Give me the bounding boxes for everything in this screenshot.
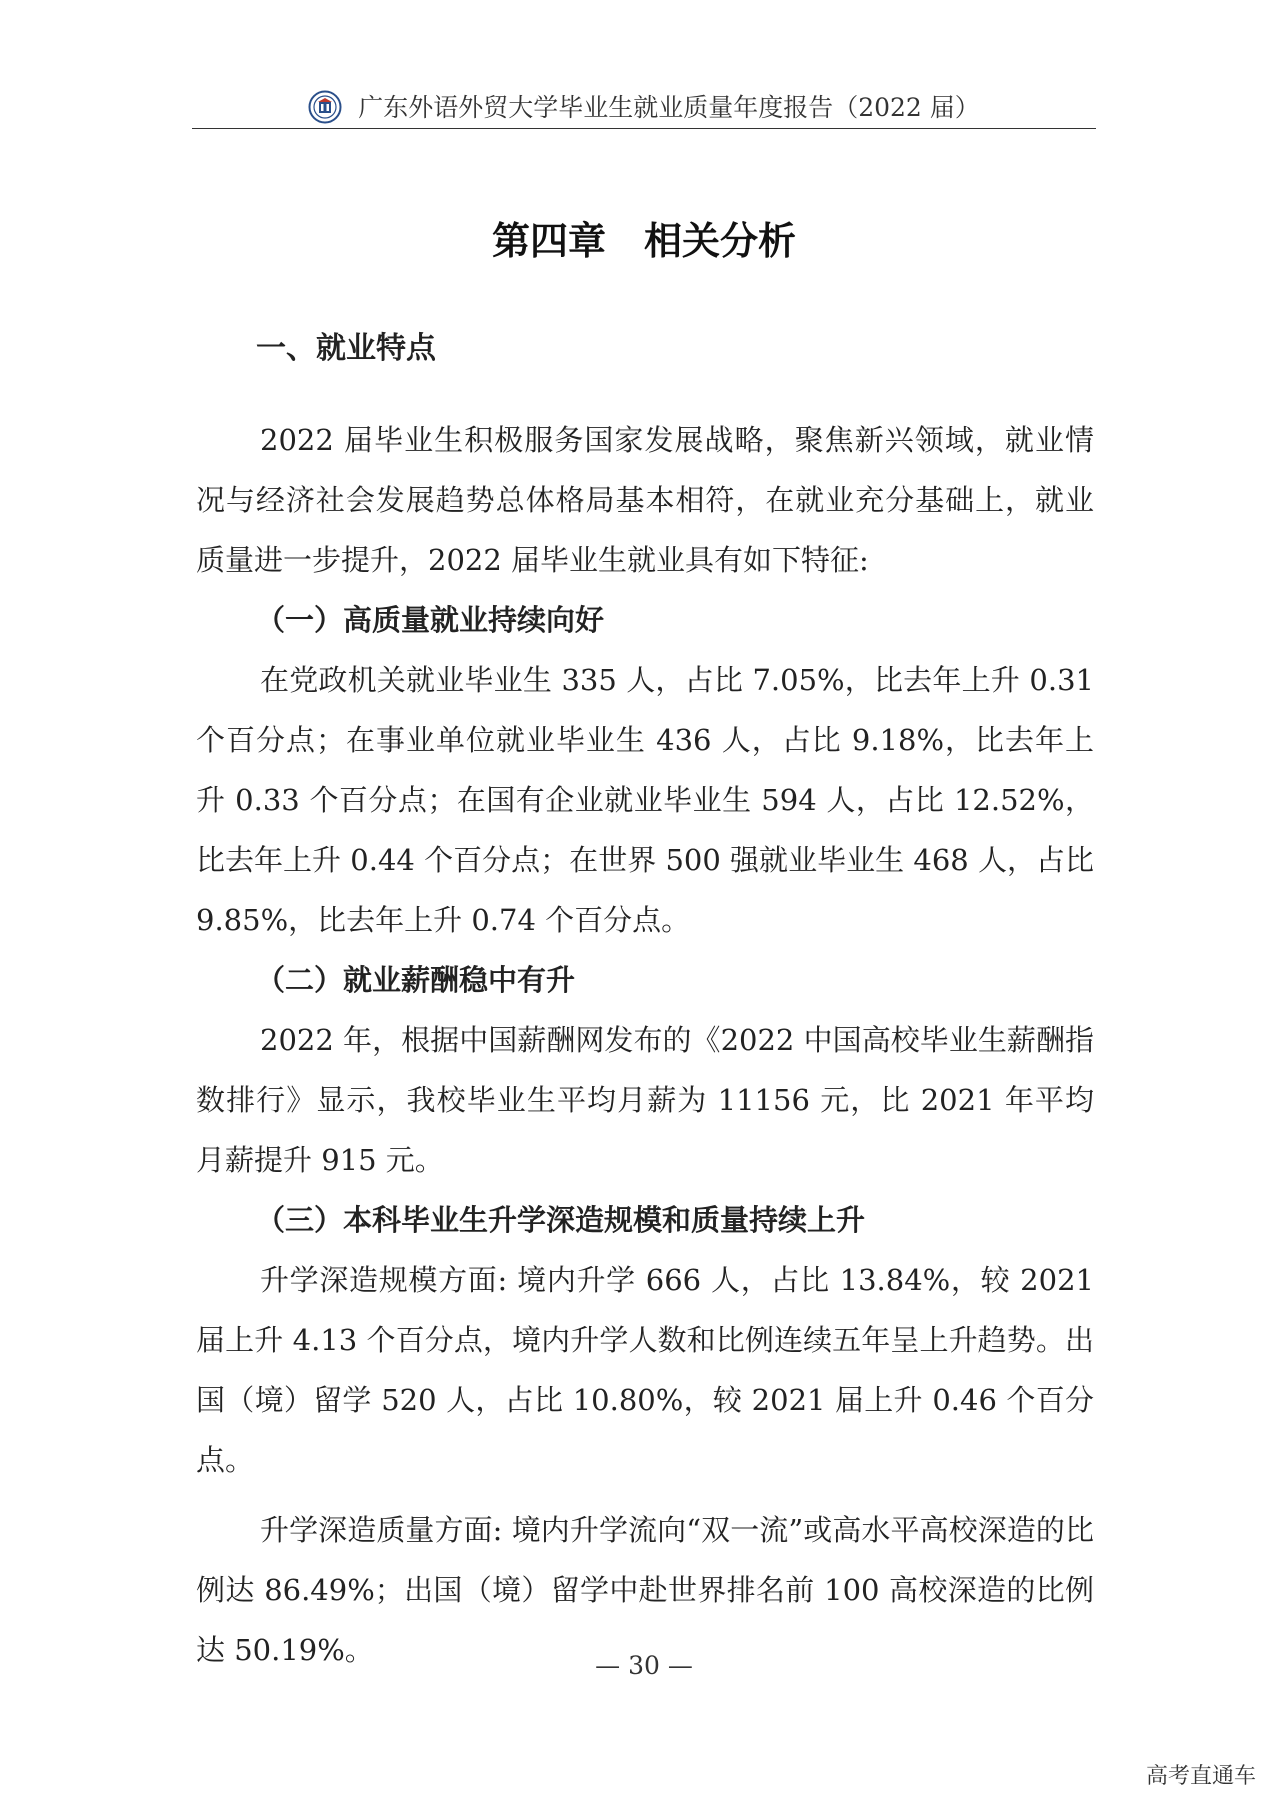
subsection-heading-2: （二）就业薪酬稳中有升 xyxy=(256,963,576,997)
subsection-heading-3: （三）本科毕业生升学深造规模和质量持续上升 xyxy=(256,1203,866,1237)
header-divider xyxy=(192,128,1096,129)
section-heading: 一、就业特点 xyxy=(256,331,436,366)
subsection-3-paragraph-scale: 升学深造规模方面: 境内升学 666 人，占比 13.84%，较 2021 届上升 4.13 个百分点，境内升学人数和比例连续五年呈上升趋势。出国（境）留学 520 人，占比 10.80%，较 2021 届上升 0.46 个百分点。 xyxy=(196,1263,1094,1477)
main-content xyxy=(196,324,1094,1680)
intro-paragraph: 2022 届毕业生积极服务国家发展战略，聚焦新兴领域，就业情况与经济社会发展趋势总体格局基本相符，在就业充分基础上，就业质量进一步提升，2022 届毕业生就业具有如下特征: xyxy=(196,423,1094,577)
subsection-3-paragraph-quality: 升学深造质量方面: 境内升学流向“双一流”或高水平高校深造的比例达 86.49%；出国（境）留学中赴世界排名前 100 高校深造的比例达 50.19%。 xyxy=(196,1513,1094,1667)
page-header xyxy=(192,88,1096,128)
subsection-1-paragraph: 在党政机关就业毕业生 335 人，占比 7.05%，比去年上升 0.31 个百分点；在事业单位就业毕业生 436 人，占比 9.18%，比去年上升 0.33 个百分点；在国有企业就业毕业生 594 人，占比 12.52%，比去年上升 0.44 个百分点；在世界 500 强就业毕业生 468 人，占比 9.85%，比去年上升 0.74 个百分点。 xyxy=(196,663,1094,937)
subsection-2-paragraph: 2022 年，根据中国薪酬网发布的《2022 中国高校毕业生薪酬指数排行》显示，我校毕业生平均月薪为 11156 元，比 2021 年平均月薪提升 915 元。 xyxy=(196,1023,1094,1177)
university-emblem-icon xyxy=(308,90,342,124)
subsection-heading-1: （一）高质量就业持续向好 xyxy=(256,603,605,637)
chapter-title: 第四章 相关分析 xyxy=(491,218,796,263)
page-number: — 30 — xyxy=(595,1651,693,1680)
watermark-text: 高考直通车 xyxy=(1145,1764,1256,1789)
header-title: 广东外语外贸大学毕业生就业质量年度报告（2022 届） xyxy=(358,93,980,122)
